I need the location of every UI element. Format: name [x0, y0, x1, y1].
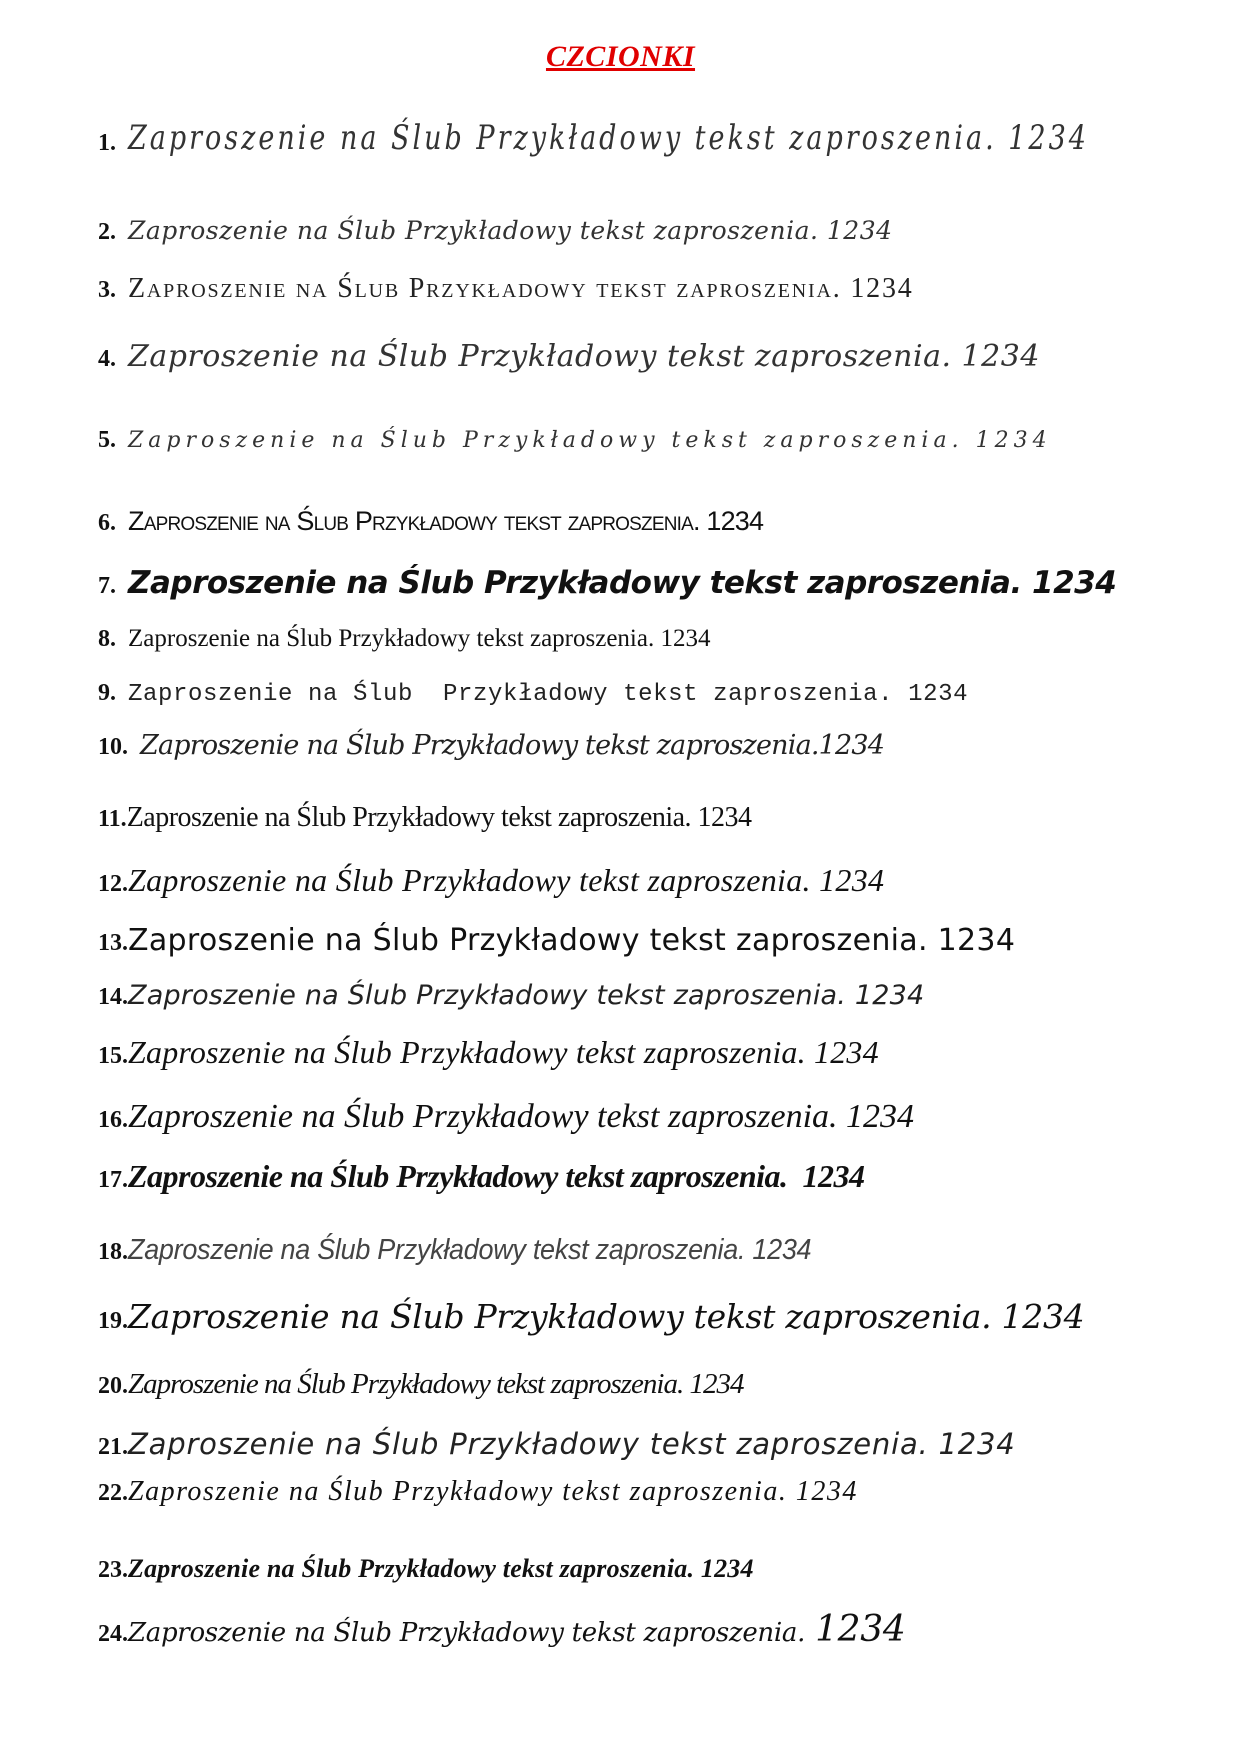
font-sample-6: [98, 508, 763, 535]
font-sample-13: [98, 923, 1016, 958]
font-sample-22: [98, 1478, 858, 1506]
sample-number: 18.: [98, 1239, 128, 1265]
sample-number: 9.: [98, 680, 116, 706]
font-sample-15: [98, 1036, 879, 1068]
sample-number: 19.: [98, 1308, 128, 1334]
sample-text: Zaproszenie na Ślub Przykładowy tekst zaproszenia. 1234: [128, 1554, 754, 1583]
font-sample-3: [98, 275, 914, 303]
sample-number: 5.: [98, 427, 116, 453]
sample-text: Zaproszenie na Ślub Przykładowy tekst zaproszenia. 1234: [128, 1427, 1016, 1461]
sample-text: Zaproszenie na Ślub Przykładowy tekst zaproszenia. 1234: [128, 216, 893, 245]
sample-number: 20.: [98, 1373, 128, 1399]
font-sample-18: [98, 1236, 863, 1265]
sample-text: Zaproszenie na Ślub Przykładowy tekst zaproszenia. 1234: [128, 1368, 744, 1400]
sample-text: Zaproszenie na Ślub Przykładowy tekst zaproszenia. 1234: [128, 565, 1117, 601]
sample-text: Zaproszenie na Ślub Przykładowy tekst zaproszenia. 1234: [128, 118, 1089, 158]
sample-text: Zaproszenie na Ślub Przykładowy tekst zaproszenia. 1234: [128, 625, 711, 652]
sample-text: Zaproszenie na Ślub Przykładowy tekst zaproszenia. 1234: [128, 339, 1040, 374]
sample-number: 1.: [98, 130, 116, 156]
sample-number: 8.: [98, 626, 116, 652]
font-sample-16: [98, 1100, 914, 1134]
sample-text: Zaproszenie na Ślub Przykładowy tekst zaproszenia. 1234: [128, 273, 914, 304]
font-sample-11: [98, 804, 752, 832]
font-sample-10: [98, 732, 884, 759]
sample-number: 7.: [98, 573, 116, 599]
sample-number: 22.: [98, 1480, 128, 1506]
sample-number: 12.: [98, 871, 128, 897]
sample-text: Zaproszenie na Ślub Przykładowy tekst zaproszenia. 1234: [128, 1476, 858, 1507]
sample-text: Zaproszenie na Ślub Przykładowy tekst zaproszenia. 1234: [126, 802, 752, 833]
font-sample-14: [98, 982, 924, 1009]
sample-number: 11.: [98, 806, 127, 832]
font-sample-1: [98, 118, 1089, 158]
font-sample-23: [98, 1556, 754, 1582]
font-sample-9: [98, 681, 968, 707]
sample-number: 6.: [98, 510, 116, 536]
sample-text: Zaproszenie na Ślub Przykładowy tekst zaproszenia.1234: [140, 730, 885, 761]
font-sample-2: [98, 218, 893, 244]
sample-text: Zaproszenie na Ślub Przykładowy tekst zaproszenia. 1234: [128, 980, 925, 1011]
sample-number: 16.: [98, 1107, 128, 1133]
font-sample-4: [98, 339, 1040, 374]
sample-number: 14.: [98, 984, 128, 1010]
font-sample-5: [98, 428, 1052, 452]
sample-number: 23.: [98, 1557, 128, 1583]
sample-number: 21.: [98, 1434, 128, 1460]
sample-number: 15.: [98, 1043, 128, 1069]
font-sample-20: [98, 1370, 743, 1399]
sample-text: Zaproszenie na Ślub Przykładowy tekst zaproszenia. 1234: [128, 1098, 915, 1135]
sample-text: Zaproszenie na Ślub Przykładowy tekst zaproszenia. 1234: [128, 428, 1052, 453]
sample-text: Zaproszenie na Ślub Przykładowy tekst zaproszenia. 1234: [128, 862, 885, 898]
sample-text-suffix: 1234: [815, 1609, 906, 1650]
font-sample-19: [98, 1297, 1085, 1336]
sample-text: Zaproszenie na Ślub Przykładowy tekst zaproszenia.: [128, 1618, 806, 1648]
sample-number: 10.: [98, 734, 128, 760]
font-sample-7: [98, 565, 1117, 601]
sample-number: 13.: [98, 930, 128, 956]
sample-text: Zaproszenie na Ślub Przykładowy tekst zaproszenia. 1234: [128, 1297, 1085, 1336]
sample-number: 3.: [98, 277, 116, 303]
sample-number: 4.: [98, 346, 116, 372]
sample-number: 24.: [98, 1621, 128, 1647]
sample-number: 2.: [98, 219, 116, 245]
page-title: CZCIONKI: [545, 40, 696, 73]
sample-text: Zaproszenie na Ślub Przykładowy tekst zaproszenia. 1234: [128, 923, 1016, 958]
sample-text: Zaproszenie na Ślub Przykładowy tekst zaproszenia. 1234: [128, 681, 969, 708]
font-sample-24: [98, 1609, 906, 1650]
font-sample-17: [98, 1160, 865, 1192]
font-sample-12: [98, 864, 884, 896]
font-sample-21: [98, 1427, 1016, 1461]
sample-text: Zaproszenie na Ślub Przykładowy tekst zaproszenia. 1234: [128, 1158, 865, 1194]
font-sample-8: [98, 626, 710, 651]
sample-text: Zaproszenie na Ślub Przykładowy tekst zaproszenia. 1234: [128, 1234, 812, 1266]
sample-text: Zaproszenie na Ślub Przykładowy tekst zaproszenia. 1234: [128, 1034, 879, 1070]
sample-text: Zaproszenie na Ślub Przykładowy tekst zaproszenia. 1234: [128, 506, 764, 536]
sample-number: 17.: [98, 1167, 128, 1193]
